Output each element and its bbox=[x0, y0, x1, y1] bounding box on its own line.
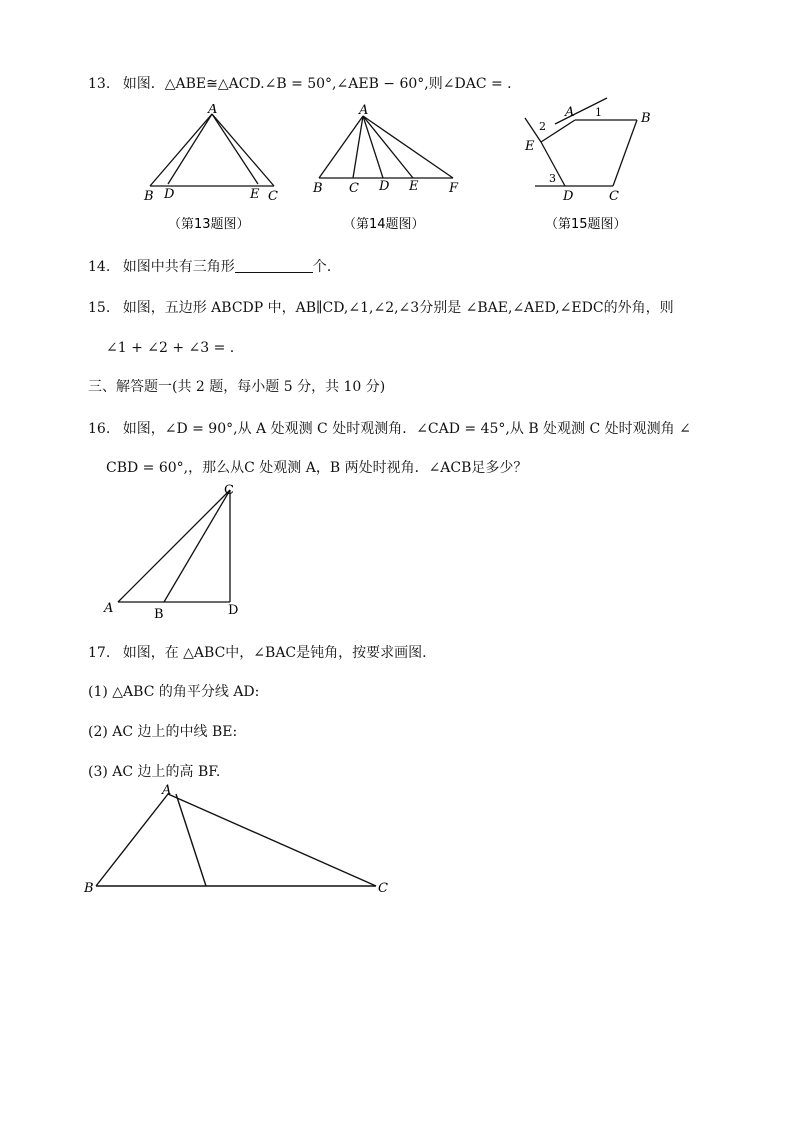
q15-number: 15. bbox=[88, 300, 111, 316]
f15-label-1: 1 bbox=[595, 106, 602, 119]
q14-text-after: 个. bbox=[312, 259, 332, 275]
f17-line-a-to-base bbox=[176, 794, 206, 886]
f14-label-c: C bbox=[349, 181, 359, 196]
q16-number: 16. bbox=[88, 421, 111, 437]
q16-line-2 bbox=[106, 458, 527, 478]
q17-number: 17. bbox=[88, 645, 111, 661]
q14-number: 14. bbox=[88, 259, 111, 275]
f13-line-ac bbox=[212, 114, 274, 186]
q17-item-2-text: (2) AC 边上的中线 BE: bbox=[88, 724, 238, 740]
q17-item-2 bbox=[88, 722, 237, 742]
q15-line-2 bbox=[106, 338, 234, 358]
f17-label-a: A bbox=[162, 783, 172, 798]
f13-label-b: B bbox=[144, 189, 154, 204]
f14-label-e: E bbox=[409, 179, 419, 194]
q17-item-3-text: (3) AC 边上的高 BF. bbox=[88, 764, 221, 780]
f13-line-ab bbox=[150, 114, 212, 186]
figure-16 bbox=[96, 478, 256, 620]
f14-line-ab bbox=[319, 116, 363, 178]
f13-label-e: E bbox=[250, 187, 260, 202]
f17-line-ab bbox=[96, 794, 168, 886]
f14-label-a: A bbox=[359, 104, 369, 118]
q13-number: 13. bbox=[88, 76, 111, 92]
q15-text-2: ∠1 + ∠2 + ∠3 = . bbox=[106, 340, 235, 356]
q13-text: 如图．△ABE≅△ACD.∠B = 50°,∠AEB − 60°,则∠DAC = . bbox=[122, 76, 512, 92]
f14-label-d: D bbox=[379, 179, 390, 194]
f14-label-b: B bbox=[313, 181, 323, 196]
q14-answer-blank[interactable] bbox=[235, 258, 313, 273]
f16-label-b: B bbox=[154, 607, 164, 620]
f14-line-af bbox=[363, 116, 453, 178]
figure-17 bbox=[82, 782, 392, 900]
f15-side-ea bbox=[541, 120, 575, 142]
f15-label-b: B bbox=[641, 111, 651, 126]
f14-caption: （第14题图） bbox=[343, 217, 425, 232]
f14-line-ac bbox=[353, 116, 363, 178]
f14-line-ae bbox=[363, 116, 413, 178]
f15-label-2: 2 bbox=[539, 120, 546, 133]
q17-item-3 bbox=[88, 762, 220, 782]
f15-label-3: 3 bbox=[549, 172, 556, 185]
f15-label-c: C bbox=[609, 189, 619, 204]
f16-label-a: A bbox=[104, 601, 114, 616]
q16-text-2: CBD = 60°,，那么从C 处观测 A，B 两处时视角．∠ACB足多少？ bbox=[106, 460, 528, 476]
q15-line-1 bbox=[88, 298, 674, 318]
q17-text: 如图，在 △ABC中，∠BAC是钝角，按要求画图. bbox=[122, 645, 427, 661]
f13-label-c: C bbox=[268, 189, 278, 204]
f15-label-a: A bbox=[565, 105, 575, 120]
f17-line-ac bbox=[168, 794, 376, 886]
q13-line bbox=[88, 74, 512, 94]
q14-line bbox=[88, 257, 331, 277]
f13-line-ae bbox=[212, 114, 258, 184]
f13-label-a: A bbox=[208, 104, 218, 117]
f15-side-bc bbox=[613, 120, 637, 186]
f15-caption: （第15题图） bbox=[545, 217, 627, 232]
f17-label-c: C bbox=[378, 881, 388, 896]
figure-14 bbox=[305, 104, 475, 234]
section-3-heading bbox=[88, 377, 385, 397]
q16-line-1 bbox=[88, 419, 691, 439]
f13-label-d: D bbox=[164, 187, 175, 202]
f15-label-d: D bbox=[563, 189, 574, 204]
f16-label-d: D bbox=[228, 603, 239, 618]
q17-line bbox=[88, 643, 427, 663]
f17-label-b: B bbox=[84, 881, 94, 896]
q17-item-1-text: (1) △ABC 的角平分线 AD: bbox=[88, 684, 260, 700]
f13-caption: （第13题图） bbox=[168, 217, 250, 232]
q14-text-before: 如图中共有三角形 bbox=[122, 259, 235, 275]
f15-label-e: E bbox=[525, 139, 535, 154]
figure-15 bbox=[515, 96, 665, 236]
f16-label-c: C bbox=[224, 483, 234, 498]
f13-line-ad bbox=[168, 114, 212, 184]
f14-line-ad bbox=[363, 116, 383, 178]
section-3-title: 三、解答题一(共 2 题，每小题 5 分，共 10 分) bbox=[88, 379, 386, 395]
f14-label-f: F bbox=[449, 181, 459, 196]
q17-item-1 bbox=[88, 682, 259, 702]
q15-text-1: 如图，五边形 ABCDP 中，AB∥CD,∠1,∠2,∠3分别是 ∠BAE,∠AED,∠EDC的外角，则 bbox=[122, 300, 674, 316]
figure-13 bbox=[140, 104, 290, 234]
q16-text-1: 如图，∠D = 90°,从 A 处观测 C 处时观测角．∠CAD = 45°,从 B 处观测 C 处时观测角 ∠ bbox=[122, 421, 691, 437]
